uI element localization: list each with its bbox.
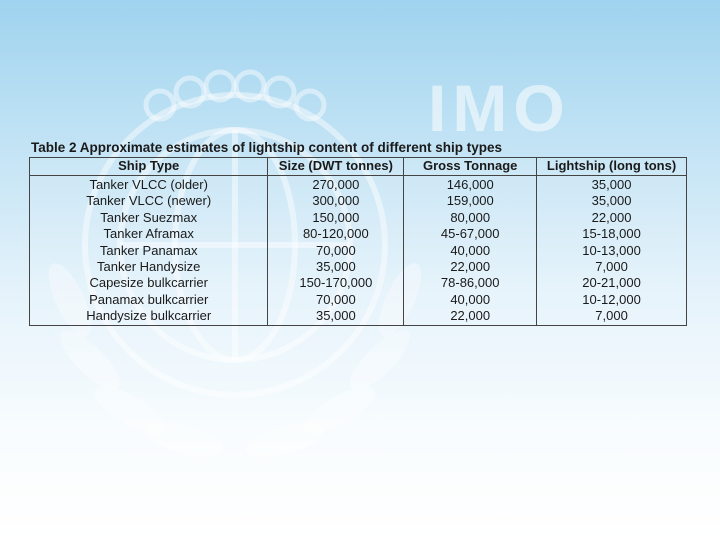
cell-gross-tonnage: 80,000 <box>404 210 537 226</box>
table-row <box>30 259 687 275</box>
cell-gross-tonnage: 22,000 <box>404 259 537 275</box>
cell-size: 150-170,000 <box>268 275 404 291</box>
cell-ship-type: Tanker Aframax <box>30 226 268 242</box>
cell-ship-type: Capesize bulkcarrier <box>30 275 268 291</box>
header-ship-type: Ship Type <box>30 158 268 176</box>
cell-lightship: 35,000 <box>537 193 687 209</box>
cell-size: 300,000 <box>268 193 404 209</box>
cell-gross-tonnage: 159,000 <box>404 193 537 209</box>
cell-size: 80-120,000 <box>268 226 404 242</box>
slide-content <box>29 140 689 326</box>
cell-gross-tonnage: 22,000 <box>404 308 537 325</box>
cell-size: 70,000 <box>268 292 404 308</box>
table-row <box>30 176 687 194</box>
cell-size: 70,000 <box>268 243 404 259</box>
imo-watermark-text: IMO <box>428 71 571 145</box>
cell-ship-type: Handysize bulkcarrier <box>30 308 268 325</box>
table-row <box>30 243 687 259</box>
cell-size: 35,000 <box>268 259 404 275</box>
cell-gross-tonnage: 78-86,000 <box>404 275 537 291</box>
cell-ship-type: Tanker Panamax <box>30 243 268 259</box>
cell-gross-tonnage: 40,000 <box>404 292 537 308</box>
table-row <box>30 292 687 308</box>
cell-gross-tonnage: 146,000 <box>404 176 537 194</box>
cell-gross-tonnage: 40,000 <box>404 243 537 259</box>
cell-lightship: 10-12,000 <box>537 292 687 308</box>
cell-lightship: 35,000 <box>537 176 687 194</box>
lightship-table <box>29 157 687 326</box>
cell-ship-type: Tanker VLCC (older) <box>30 176 268 194</box>
header-gross-tonnage: Gross Tonnage <box>404 158 537 176</box>
cell-gross-tonnage: 45-67,000 <box>404 226 537 242</box>
cell-ship-type: Tanker Handysize <box>30 259 268 275</box>
cell-size: 150,000 <box>268 210 404 226</box>
table-header-row <box>30 158 687 176</box>
cell-size: 270,000 <box>268 176 404 194</box>
cell-ship-type: Tanker VLCC (newer) <box>30 193 268 209</box>
table-row <box>30 226 687 242</box>
cell-lightship: 15-18,000 <box>537 226 687 242</box>
header-size-dwt: Size (DWT tonnes) <box>268 158 404 176</box>
cell-ship-type: Panamax bulkcarrier <box>30 292 268 308</box>
cell-lightship: 22,000 <box>537 210 687 226</box>
cell-lightship: 7,000 <box>537 259 687 275</box>
cell-size: 35,000 <box>268 308 404 325</box>
table-row <box>30 210 687 226</box>
cell-lightship: 10-13,000 <box>537 243 687 259</box>
cell-lightship: 7,000 <box>537 308 687 325</box>
table-row <box>30 308 687 325</box>
cell-lightship: 20-21,000 <box>537 275 687 291</box>
cell-ship-type: Tanker Suezmax <box>30 210 268 226</box>
table-row <box>30 193 687 209</box>
header-lightship: Lightship (long tons) <box>537 158 687 176</box>
table-title: Table 2 Approximate estimates of lightship content of different ship types <box>31 140 503 155</box>
table-row <box>30 275 687 291</box>
